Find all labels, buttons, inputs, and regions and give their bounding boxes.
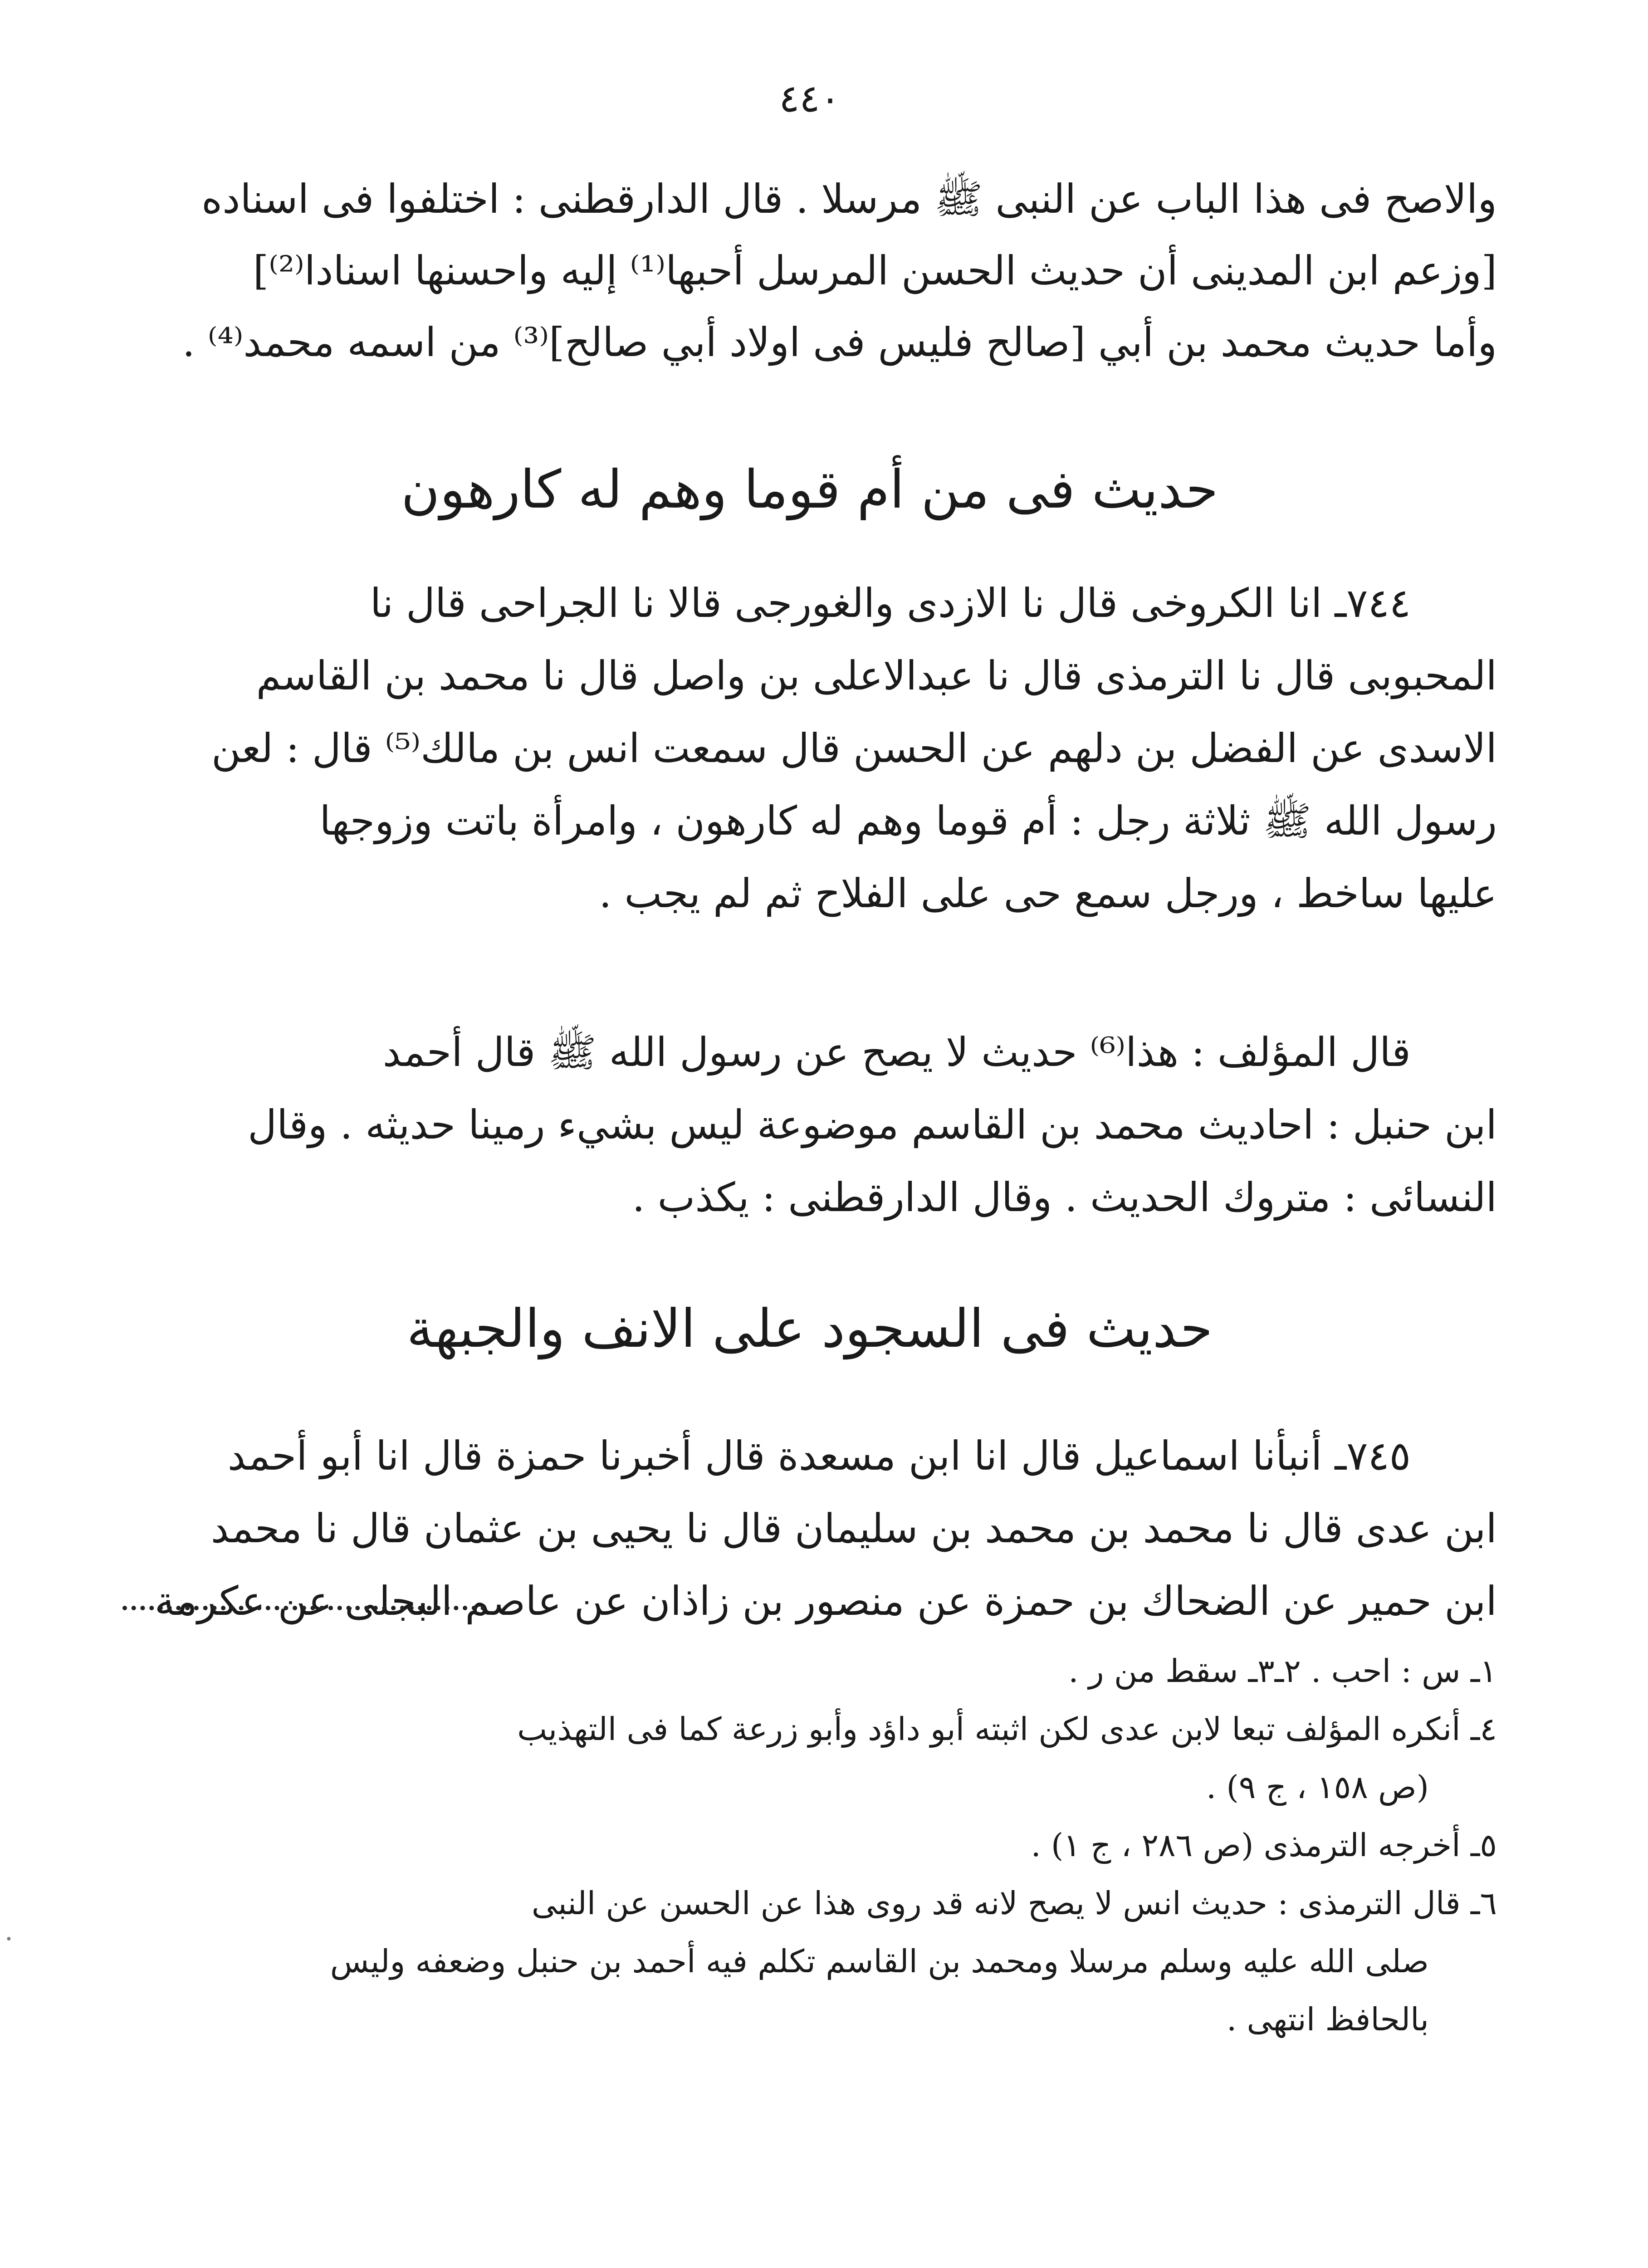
footnote-line: ٥ـ أخرجه الترمذى (ص ٢٨٦ ، ج ١) .: [1031, 1827, 1497, 1864]
section-heading-sujud: حديث فى السجود على الانف والجبهة: [406, 1298, 1213, 1359]
hadith-745-paragraph: [122, 1420, 1497, 1637]
section-heading-imam: حديث فى من أم قوما وهم له كارهون: [401, 459, 1218, 520]
hadith-line: ابن حمير عن الضحاك بن حمزة عن منصور بن زاذان عن عاصم البجلى عن عكرمة: [154, 1578, 1497, 1624]
intro-line: وأما حديث محمد بن أبي [صالح فليس فى اولاد أبي صالح]⁽³⁾ من اسمه محمد⁽⁴⁾ .: [182, 319, 1497, 366]
footnote-line: ٤ـ أنكره المؤلف تبعا لابن عدى لكن اثبته أبو داؤد وأبو زرعة كما فى التهذيب: [517, 1711, 1497, 1748]
hadith-line: المحبوبى قال نا الترمذى قال نا عبدالاعلى بن واصل قال نا محمد بن القاسم: [256, 652, 1497, 699]
hadith-line: ٧٤٤ـ انا الكروخى قال نا الازدى والغورجى قالا نا الجراحى قال نا: [370, 580, 1411, 626]
comment-line: النسائى : متروك الحديث . وقال الدارقطنى : يكذب .: [632, 1174, 1497, 1221]
margin-mark: ·: [5, 1923, 14, 1955]
hadith-line: رسول الله ﷺ ثلاثة رجل : أم قوما وهم له كارهون ، وامرأة باتت وزوجها: [319, 797, 1497, 844]
footnotes: [122, 1642, 1497, 2048]
comment-line: ابن حنبل : احاديث محمد بن القاسم موضوعة ليس بشيء رمينا حديثه . وقال: [248, 1101, 1497, 1148]
comment-line: قال المؤلف : هذا⁽⁶⁾ حديث لا يصح عن رسول الله ﷺ قال أحمد: [382, 1029, 1411, 1075]
footnote-line: صلى الله عليه وسلم مرسلا ومحمد بن القاسم تكلم فيه أحمد بن حنبل وضعفه وليس: [330, 1943, 1429, 1980]
footnote-line: (ص ١٥٨ ، ج ٩) .: [1206, 1769, 1429, 1806]
hadith-line: ابن عدى قال نا محمد بن محمد بن سليمان قال نا يحيى بن عثمان قال نا محمد: [210, 1505, 1497, 1552]
hadith-line: الاسدى عن الفضل بن دلهم عن الحسن قال سمعت انس بن مالك⁽⁵⁾ قال : لعن: [211, 725, 1497, 772]
author-comment-paragraph: [122, 1016, 1497, 1234]
hadith-744-paragraph: [122, 567, 1497, 930]
hadith-line: ٧٤٥ـ أنبأنا اسماعيل قال انا ابن مسعدة قال أخبرنا حمزة قال انا أبو أحمد: [227, 1432, 1411, 1479]
intro-line: [وزعم ابن المدينى أن حديث الحسن المرسل أحبها⁽¹⁾ إليه واحسنها اسنادا⁽²⁾]: [253, 247, 1497, 294]
footnote-line: بالحافظ انتهى .: [1227, 2001, 1429, 2038]
hadith-line: عليها ساخط ، ورجل سمع حى على الفلاح ثم لم يجب .: [599, 870, 1497, 917]
footnote-separator: [122, 1606, 485, 1610]
intro-line: والاصح فى هذا الباب عن النبى ﷺ مرسلا . قال الدارقطنى : اختلفوا فى اسناده: [201, 176, 1497, 222]
intro-paragraph: [122, 163, 1497, 378]
document-page: [122, 0, 1497, 2268]
footnote-line: ١ـ س : احب . ٢ـ٣ـ سقط من ر .: [1068, 1652, 1497, 1690]
footnote-line: ٦ـ قال الترمذى : حديث انس لا يصح لانه قد روى هذا عن الحسن عن النبى: [531, 1885, 1497, 1922]
page-number: ٤٤٠: [779, 76, 841, 121]
